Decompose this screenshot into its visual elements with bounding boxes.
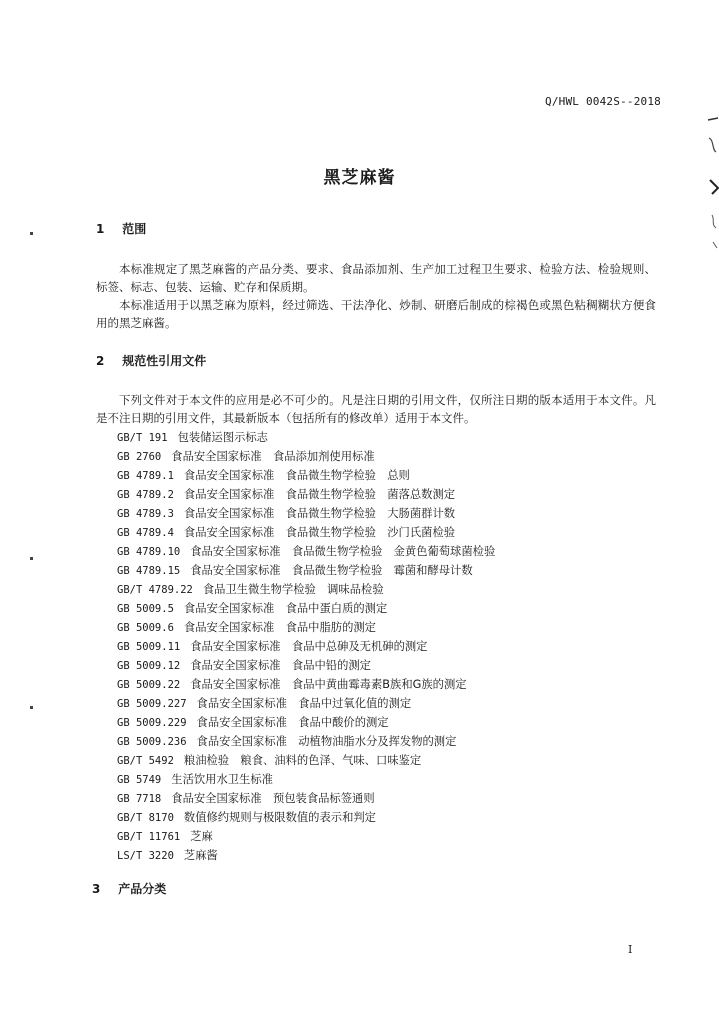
- scan-speck: [30, 706, 33, 709]
- ref-title: 食品安全国家标准 食品中蛋白质的测定: [183, 602, 388, 615]
- ref-code: GB 5009.6: [117, 622, 174, 634]
- section-title: 范围: [122, 222, 147, 236]
- ref-code: GB/T 191: [117, 432, 168, 444]
- ref-code: GB 5009.227: [117, 698, 187, 710]
- reference-item: [117, 637, 495, 656]
- reference-item: [117, 428, 495, 447]
- scan-speck: [30, 232, 33, 235]
- ref-code: GB 5749: [117, 774, 162, 786]
- ref-code: GB 5009.12: [117, 660, 181, 672]
- section-number: 3: [92, 882, 101, 896]
- scope-paragraph-2: 本标准适用于以黑芝麻为原料，经过筛选、干法净化、炒制、研磨后制成的棕褐色或黑色粘稠糊状方便食用的黑芝麻酱。: [96, 298, 656, 330]
- ref-code: GB 5009.236: [117, 736, 187, 748]
- ref-code: GB/T 4789.22: [117, 584, 193, 596]
- section-heading-classification: [92, 880, 166, 897]
- document-title: 黑芝麻酱: [323, 168, 396, 188]
- section-title: 产品分类: [118, 882, 167, 896]
- ref-title: 食品安全国家标准 预包装食品标签通则: [171, 792, 375, 805]
- ref-title: 食品安全国家标准 食品微生物学检验 霉菌和酵母计数: [190, 564, 473, 577]
- reference-item: [117, 542, 495, 561]
- ref-title: 食品安全国家标准 食品中总砷及无机砷的测定: [190, 640, 428, 653]
- ref-title: 食品安全国家标准 食品中铅的测定: [190, 659, 371, 672]
- ref-title: 食品安全国家标准 食品微生物学检验 金黄色葡萄球菌检验: [190, 545, 496, 558]
- section-heading-normative: [96, 352, 206, 369]
- standard-code: Q/HWL 0042S--2018: [545, 95, 661, 108]
- ref-code: GB 4789.3: [117, 508, 174, 520]
- reference-item: [117, 846, 495, 865]
- reference-item: [117, 675, 495, 694]
- reference-item: [117, 523, 495, 542]
- ref-title: 芝麻酱: [183, 849, 218, 862]
- ref-title: 食品安全国家标准 动植物油脂水分及挥发物的测定: [196, 735, 457, 748]
- section-number: 1: [96, 222, 105, 236]
- reference-item: [117, 751, 495, 770]
- reference-item: [117, 599, 495, 618]
- scan-artifact-marks: [700, 110, 719, 270]
- ref-title: 食品安全国家标准 食品微生物学检验 菌落总数测定: [183, 488, 456, 501]
- ref-code: GB 5009.229: [117, 717, 187, 729]
- section-title: 规范性引用文件: [122, 354, 207, 368]
- ref-code: GB 4789.1: [117, 470, 174, 482]
- ref-title: 食品安全国家标准 食品微生物学检验 沙门氏菌检验: [183, 526, 456, 539]
- ref-code: GB 5009.5: [117, 603, 174, 615]
- reference-item: [117, 580, 495, 599]
- reference-item: [117, 561, 495, 580]
- ref-code: GB 2760: [117, 451, 162, 463]
- ref-code: GB 7718: [117, 793, 162, 805]
- ref-code: GB 4789.10: [117, 546, 181, 558]
- reference-item: [117, 504, 495, 523]
- reference-item: [117, 827, 495, 846]
- reference-item: [117, 447, 495, 466]
- page-number: I: [628, 943, 633, 956]
- ref-title: 芝麻: [190, 830, 213, 843]
- reference-item: [117, 694, 495, 713]
- ref-code: GB 5009.22: [117, 679, 181, 691]
- reference-item: [117, 789, 495, 808]
- reference-item: [117, 618, 495, 637]
- ref-title: 食品安全国家标准 食品中黄曲霉毒素B族和G族的测定: [190, 678, 467, 691]
- ref-code: GB 4789.15: [117, 565, 181, 577]
- reference-item: [117, 656, 495, 675]
- reference-item: [117, 713, 495, 732]
- reference-item: [117, 770, 495, 789]
- section-heading-scope: [96, 220, 146, 237]
- ref-title: 食品安全国家标准 食品中酸价的测定: [196, 716, 389, 729]
- ref-title: 粮油检验 粮食、油料的色泽、气味、口味鉴定: [183, 754, 422, 767]
- ref-title: 食品安全国家标准 食品中脂肪的测定: [183, 621, 376, 634]
- ref-title: 包装储运图示标志: [177, 431, 268, 444]
- normative-intro: 下列文件对于本文件的应用是必不可少的。凡是注日期的引用文件，仅所注日期的版本适用于本文件。凡是不注日期的引用文件，其最新版本（包括所有的修改单）适用于本文件。: [96, 393, 656, 425]
- reference-item: [117, 808, 495, 827]
- ref-code: GB/T 11761: [117, 831, 181, 843]
- scan-speck: [30, 557, 33, 560]
- ref-title: 食品安全国家标准 食品微生物学检验 总则: [183, 469, 410, 482]
- ref-code: GB 4789.2: [117, 489, 174, 501]
- reference-item: [117, 466, 495, 485]
- section-number: 2: [96, 354, 105, 368]
- ref-title: 数值修约规则与极限数值的表示和判定: [183, 811, 376, 824]
- ref-code: GB 5009.11: [117, 641, 181, 653]
- ref-title: 食品安全国家标准 食品添加剂使用标准: [171, 450, 375, 463]
- ref-code: GB/T 8170: [117, 812, 174, 824]
- ref-title: 食品安全国家标准 食品微生物学检验 大肠菌群计数: [183, 507, 456, 520]
- ref-code: LS/T 3220: [117, 850, 174, 862]
- ref-code: GB/T 5492: [117, 755, 174, 767]
- reference-item: [117, 732, 495, 751]
- scope-paragraph-1: 本标准规定了黑芝麻酱的产品分类、要求、食品添加剂、生产加工过程卫生要求、检验方法、检验规则、标签、标志、包装、运输、贮存和保质期。: [96, 262, 656, 294]
- reference-list: [117, 428, 495, 865]
- ref-title: 食品卫生微生物学检验 调味品检验: [202, 583, 384, 596]
- ref-code: GB 4789.4: [117, 527, 174, 539]
- ref-title: 食品安全国家标准 食品中过氧化值的测定: [196, 697, 412, 710]
- ref-title: 生活饮用水卫生标准: [171, 773, 273, 786]
- reference-item: [117, 485, 495, 504]
